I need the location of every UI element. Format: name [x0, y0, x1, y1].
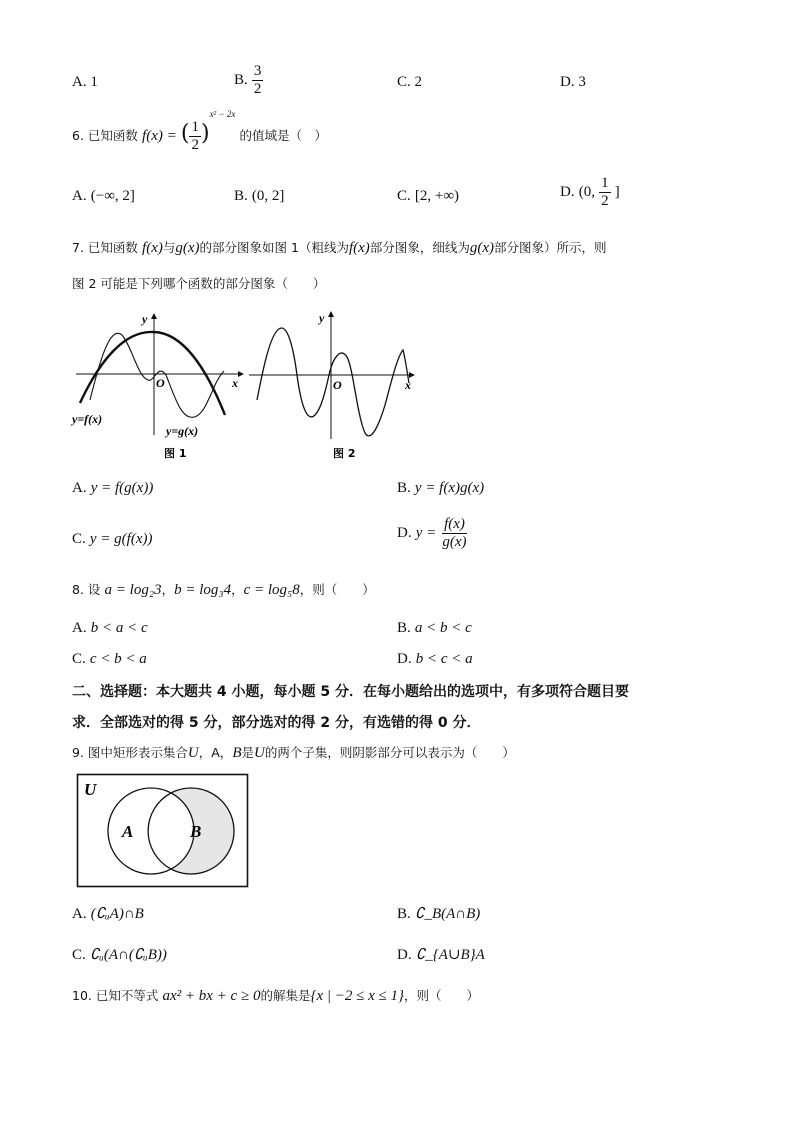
q7-figure-1 — [70, 305, 250, 465]
q9-venn-diagram — [76, 773, 250, 889]
fig1-origin-label: O — [156, 376, 165, 390]
q9-option-b — [397, 906, 480, 923]
q7-option-d — [397, 517, 469, 550]
q5-option-b-fraction — [252, 64, 264, 97]
q8-b: b = log₃4 — [174, 582, 232, 598]
q7-option-c-label: C. — [72, 531, 86, 547]
q5-option-b-numerator: 3 — [253, 63, 262, 79]
q9-b: B — [232, 745, 242, 761]
q7-yu: 与 — [162, 240, 176, 255]
q8-option-c-label: C. — [72, 651, 86, 667]
q9-text-b: ，A， — [198, 745, 233, 760]
q6-option-a-label: A. — [72, 188, 87, 204]
q9-text-d: 的两个子集，则阴影部分可以表示为（ ） — [264, 745, 515, 760]
fig1-caption: 图 1 — [164, 447, 187, 460]
q7-f: f(x) — [142, 240, 163, 256]
q7-option-d-fraction — [440, 517, 468, 550]
q6-option-d-label: D. — [560, 184, 575, 200]
q9-text-a: 9. 图中矩形表示集合 — [72, 745, 188, 760]
q7-option-a-label: A. — [72, 480, 87, 496]
q8-option-a-label: A. — [72, 620, 87, 636]
q7-figure-2 — [245, 305, 425, 465]
q7-stem-line1 — [72, 240, 607, 257]
q7-g: g(x) — [175, 240, 200, 256]
q7-option-a — [72, 480, 153, 497]
q8-option-c-value: c < b < a — [89, 651, 147, 667]
q7-text-d: 部分图象）所示，则 — [493, 240, 607, 255]
fig1-f-label: y=f(x) — [72, 412, 103, 426]
section2-heading-line2: 求．全部选对的得 5 分，部分选对的得 2 分，有选错的得 0 分． — [72, 715, 481, 731]
q9-stem — [72, 745, 515, 762]
q7-option-d-numerator: f(x) — [444, 516, 465, 532]
q7-text-c: 部分图象，细线为 — [369, 240, 470, 255]
q6-option-d-pre: (0, — [578, 184, 595, 200]
q7-text-b: 的部分图象如图 1（粗线为 — [199, 240, 349, 255]
q7-option-d-label: D. — [397, 525, 412, 541]
q9-option-c-value: ∁ᵤ(A∩(∁ᵤB)) — [89, 947, 167, 963]
q9-option-b-label: B. — [397, 906, 411, 922]
q8-option-a — [72, 620, 148, 637]
q6-base-denominator: 2 — [191, 137, 199, 153]
q6-suffix: 的值域是（ ） — [239, 128, 327, 143]
q9-u2: U — [254, 745, 265, 761]
q9-option-c — [72, 947, 167, 964]
q7-option-a-value: y = f(g(x)) — [90, 480, 154, 496]
q9-u: U — [187, 745, 199, 761]
q6-base-numerator: 1 — [191, 119, 199, 135]
q5-option-b-label: B. — [234, 72, 248, 88]
q5-option-c: C. 2 — [397, 74, 423, 90]
q6-base-fraction — [189, 120, 201, 153]
q8-option-b-value: a < b < c — [414, 620, 472, 636]
q9-option-a — [72, 906, 144, 923]
q6-option-b-label: B. — [234, 188, 248, 204]
q6-option-d-numerator: 1 — [601, 175, 609, 191]
q10-stem — [72, 988, 479, 1005]
q7-option-c-value: y = g(f(x)) — [89, 531, 153, 547]
q6-fx: f(x) = — [142, 128, 177, 144]
q9-option-d-value: ∁_{A∪B}A — [415, 947, 485, 963]
q8-option-c — [72, 651, 147, 668]
q6-option-d-post: ] — [614, 184, 620, 200]
fig1-y-arrow — [151, 313, 157, 319]
section2-heading-line1: 二、选择题：本大题共 4 小题，每小题 5 分．在每小题给出的选项中，有多项符合题目要 — [72, 684, 629, 700]
q8-option-b — [397, 620, 472, 637]
q7-option-b-label: B. — [397, 480, 411, 496]
q8-option-d-value: b < c < a — [415, 651, 473, 667]
q10-inequality: ax² + bx + c ≥ 0 — [162, 988, 261, 1004]
fig1-x-label: x — [232, 376, 238, 390]
q8-option-a-value: b < a < c — [90, 620, 148, 636]
q7-text-a: 7. 已知函数 — [72, 240, 138, 255]
fig1-g-label: y=g(x) — [166, 424, 199, 438]
q7-option-d-pre: y = — [415, 525, 437, 541]
q7-g2: g(x) — [469, 240, 494, 256]
q6-prefix: 6. 已知函数 — [72, 128, 138, 143]
q6-option-a-value: (−∞, 2] — [90, 188, 135, 204]
q5-option-b-denominator: 2 — [253, 81, 262, 97]
q6-option-b — [234, 188, 284, 205]
fig2-y-label: y — [319, 311, 325, 325]
fig2-x-label: x — [405, 378, 411, 392]
q7-option-b — [397, 480, 484, 497]
q10-suffix: ，则（ ） — [404, 988, 480, 1003]
q9-option-a-value: (∁ᵤA)∩B — [90, 906, 144, 922]
q6-option-c-label: C. — [397, 188, 411, 204]
fig2-y-arrow — [328, 311, 334, 317]
q7-option-b-value: y = f(x)g(x) — [414, 480, 485, 496]
q7-f2: f(x) — [348, 240, 370, 256]
q6-exponent: x² − 2x — [209, 109, 236, 119]
q9-option-b-value: ∁_B(A∩B) — [414, 906, 481, 922]
q10-mid: 的解集是 — [260, 988, 311, 1003]
q9-option-c-label: C. — [72, 947, 86, 963]
q7-option-d-denominator: g(x) — [442, 534, 467, 550]
q8-option-d — [397, 651, 473, 668]
q9-option-d — [397, 947, 485, 964]
q8-stem: 8. 设 a = log₂3，b = log₃4，c = log₅8，则（ ） — [72, 582, 375, 598]
q5-option-d: D. 3 — [560, 74, 586, 90]
q6-option-d-fraction — [599, 176, 611, 209]
q7-option-c — [72, 531, 153, 548]
venn-b-label: B — [190, 822, 202, 841]
q9-text-c: 是 — [241, 745, 254, 760]
q9-option-a-label: A. — [72, 906, 87, 922]
q6-option-c-value: [2, +∞) — [414, 188, 460, 204]
venn-u-label: U — [84, 780, 97, 799]
q8-option-d-label: D. — [397, 651, 412, 667]
q7-stem-line2: 图 2 可能是下列哪个函数的部分图象（ ） — [72, 276, 326, 291]
q8-prefix: 8. 设 — [72, 582, 101, 597]
q6-option-a — [72, 188, 135, 205]
q8-option-b-label: B. — [397, 620, 411, 636]
q10-prefix: 10. 已知不等式 — [72, 988, 159, 1003]
q6-option-c — [397, 188, 459, 205]
q8-a: a = log₂3 — [104, 582, 162, 598]
q6-option-b-value: (0, 2] — [251, 188, 285, 204]
venn-a-label: A — [122, 822, 134, 841]
q10-solution-set: {x | −2 ≤ x ≤ 1} — [310, 988, 404, 1004]
q5-option-b — [234, 64, 263, 97]
fig1-y-label: y — [142, 312, 148, 326]
q8-c: c = log₅8 — [243, 582, 300, 598]
fig1-x-arrow — [238, 371, 244, 377]
fig2-origin-label: O — [333, 378, 342, 392]
fig1-f-curve — [80, 332, 225, 415]
q9-option-d-label: D. — [397, 947, 412, 963]
q6-option-d-denominator: 2 — [601, 193, 609, 209]
q6-stem: 6. 已知函数 f(x) = ( $\frac{1}{2}$ )$^{x^2 - 2x}$ 的值域是（ ） — [72, 109, 327, 153]
q6-option-d — [560, 176, 620, 209]
q5-option-a: A. 1 — [72, 74, 98, 90]
q8-suffix: ，则（ ） — [299, 582, 375, 597]
fig2-caption: 图 2 — [333, 447, 356, 460]
